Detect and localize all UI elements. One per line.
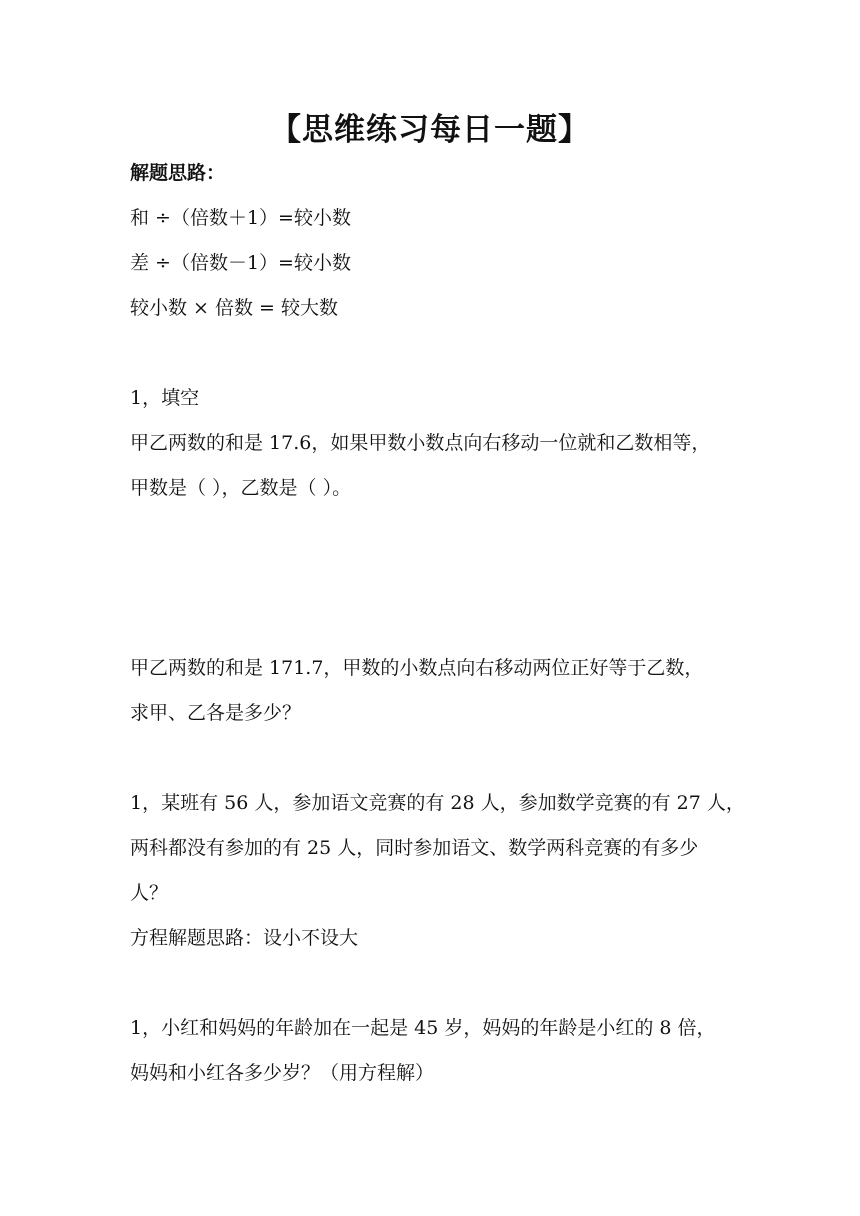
question-1-line-2: 甲数是（ ），乙数是（ ）。 [130,477,352,499]
question-2-line-2: 求甲、乙各是多少？ [130,702,302,724]
question-4-line-2: 妈妈和小红各多少岁？（用方程解） [130,1062,435,1084]
formula-sum: 和 ÷（倍数＋1）=较小数 [130,207,351,229]
question-3-line-3: 人？ [130,882,169,904]
formula-difference: 差 ÷（倍数－1）=较小数 [130,252,351,274]
formula-larger: 较小数 × 倍数 = 较大数 [130,297,338,319]
solution-idea-heading: 解题思路： [130,162,226,184]
page-title: 【思维练习每日一题】 [270,112,590,148]
question-2-line-1: 甲乙两数的和是 171.7，甲数的小数点向右移动两位正好等于乙数， [130,657,704,679]
question-3-line-2: 两科都没有参加的有 25 人，同时参加语文、数学两科竞赛的有多少 [130,837,699,859]
question-3-line-1: 1，某班有 56 人，参加语文竞赛的有 28 人，参加数学竞赛的有 27 人， [130,792,745,814]
equation-idea-heading: 方程解题思路：设小不设大 [130,927,359,949]
section-fill-blank: 1，填空 [130,387,200,409]
question-1-line-1: 甲乙两数的和是 17.6，如果甲数小数点向右移动一位就和乙数相等， [130,432,711,454]
question-4-line-1: 1，小红和妈妈的年龄加在一起是 45 岁，妈妈的年龄是小红的 8 倍， [130,1017,716,1039]
